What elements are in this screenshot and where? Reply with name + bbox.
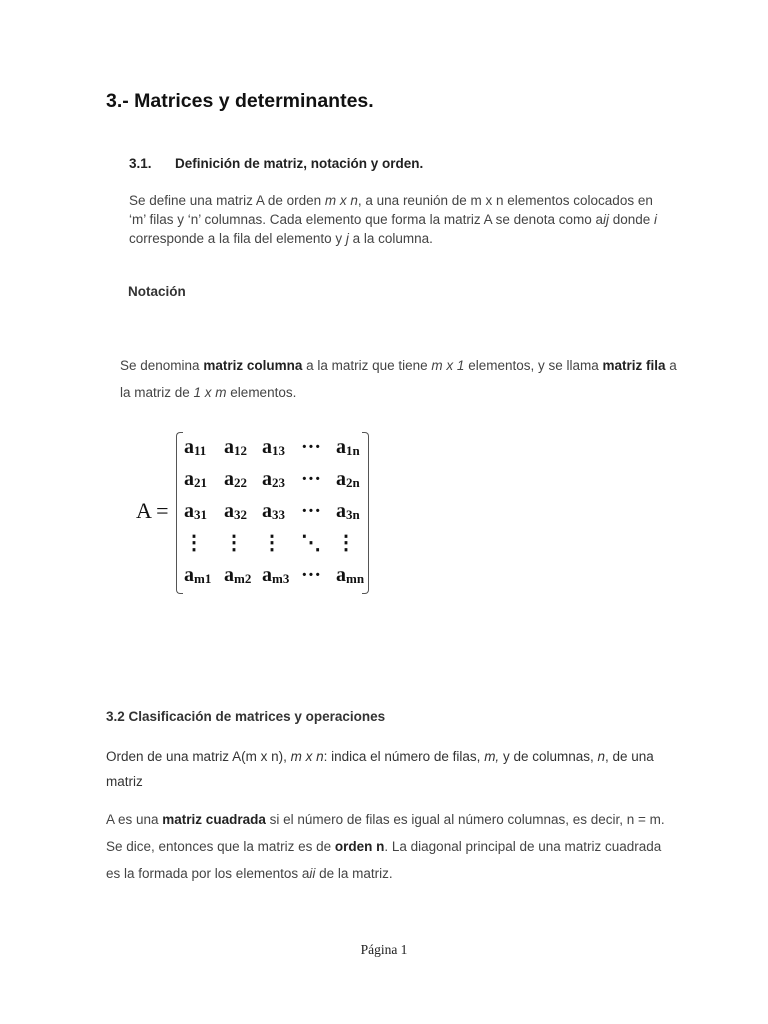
matrix-cell: ⋱ bbox=[301, 532, 321, 554]
matrix-figure bbox=[136, 428, 376, 598]
matrix-cell: $a_{31}$ bbox=[184, 500, 207, 522]
matrix-cell: $a_{mn}$ bbox=[336, 564, 365, 586]
matrix-cell: $a_{23}$ bbox=[262, 468, 285, 490]
matrix-cell: ··· bbox=[301, 436, 322, 458]
matrix-cell: ··· bbox=[301, 500, 322, 522]
matrix-cell: ⋮ bbox=[262, 532, 282, 554]
page-title: 3.- Matrices y determinantes. bbox=[106, 90, 374, 112]
section-number: 3.1. bbox=[129, 156, 152, 171]
cuadrada-paragraph: A es una matriz cuadrada si el número de filas es igual al número columnas, es decir, n = m. Se dice, entonces que la matriz es de orden n. La diagonal principal de una matriz cuadrada es la formada por los elementos aii de la matriz. bbox=[106, 812, 665, 881]
matrix-cell: $a_{33}$ bbox=[262, 500, 285, 522]
matrix-cell: $a_{m3}$ bbox=[262, 564, 290, 586]
matrix-cell: ⋮ bbox=[336, 532, 356, 554]
orden-paragraph: Orden de una matriz A(m x n), m x n: indica el número de filas, m, y de columnas, n, de una matriz bbox=[106, 749, 654, 789]
matrix-cell: $a_{m1}$ bbox=[184, 564, 212, 586]
matrix-cell: $a_{12}$ bbox=[224, 436, 247, 458]
matrix-cell: $a_{11}$ bbox=[184, 436, 207, 458]
page-footer: Página 1 bbox=[360, 942, 408, 957]
section-title: Definición de matriz, notación y orden. bbox=[175, 156, 424, 171]
matrix-cell: $a_{21}$ bbox=[184, 468, 207, 490]
matrix-cell: ··· bbox=[301, 564, 322, 586]
matrix-cell: $a_{22}$ bbox=[224, 468, 247, 490]
section-heading-3-2: 3.2 Clasificación de matrices y operaciones bbox=[106, 709, 386, 724]
definition-paragraph: Se define una matriz A de orden m x n, a una reunión de m x n elementos colocados en ‘m’ filas y ‘n’ columnas. Cada elemento que forma la matriz A se denota como aij donde i corresponde a la fila del elemento y j a la columna. bbox=[129, 193, 658, 246]
left-bracket bbox=[176, 432, 183, 594]
matrix-lhs: A = bbox=[136, 498, 169, 523]
matrix-cell: $a_{13}$ bbox=[262, 436, 285, 458]
matrix-types-paragraph: Se denomina matriz columna a la matriz que tiene m x 1 elementos, y se llama matriz fila a la matriz de 1 x m elementos. bbox=[120, 358, 677, 400]
matrix-cell: ··· bbox=[301, 468, 322, 490]
matrix-cell: $a_{1n}$ bbox=[336, 436, 360, 458]
notacion-heading: Notación bbox=[128, 284, 186, 299]
matrix-cell: ⋮ bbox=[184, 532, 204, 554]
matrix-cell: $a_{32}$ bbox=[224, 500, 247, 522]
matrix-cell: ⋮ bbox=[224, 532, 244, 554]
matrix-cell: $a_{3n}$ bbox=[336, 500, 360, 522]
matrix-cell: $a_{2n}$ bbox=[336, 468, 360, 490]
section-heading-3-1 bbox=[129, 156, 423, 171]
matrix-cell: $a_{m2}$ bbox=[224, 564, 252, 586]
